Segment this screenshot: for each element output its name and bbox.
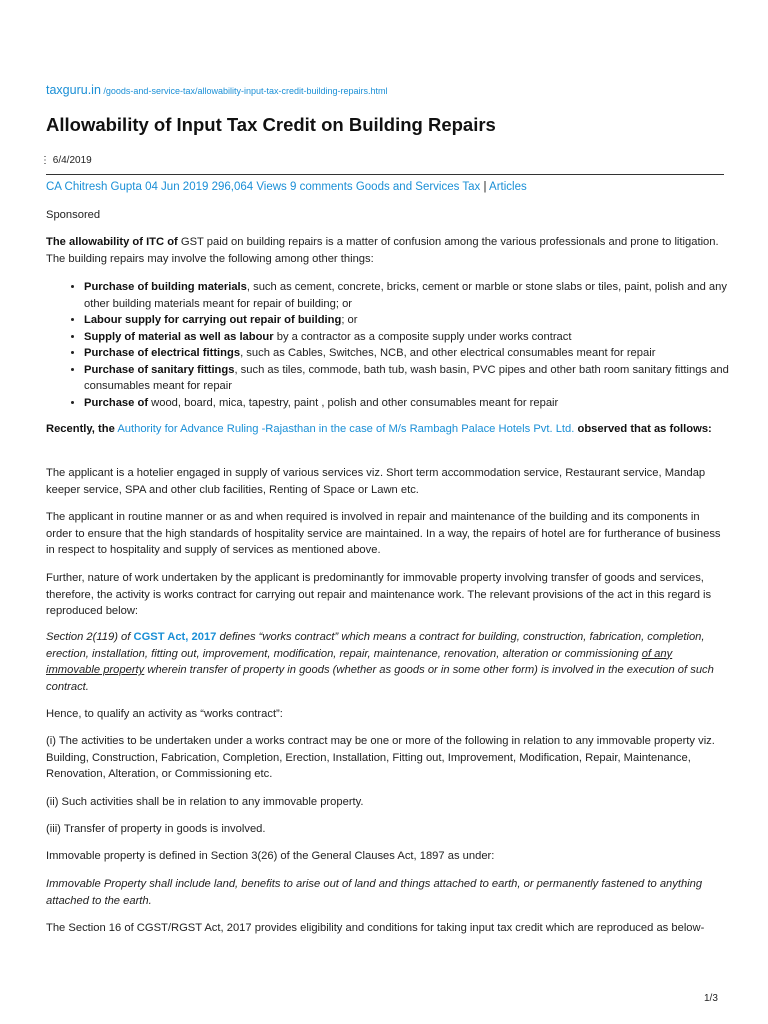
list-item: [84, 329, 742, 346]
condition-point-2: (ii) Such activities shall be in relation to any immovable property.: [46, 796, 364, 808]
immovable-definition-intro: Immovable property is defined in Section 3(26) of the General Clauses Act, 1897 as under:: [46, 850, 495, 862]
source-path-link[interactable]: /goods-and-service-tax/allowability-input-tax-credit-building-repairs.html: [100, 86, 388, 96]
section-pre: Section 2(119) of: [46, 631, 134, 643]
section16-paragraph: The Section 16 of CGST/RGST Act, 2017 provides eligibility and conditions for taking input tax credit which are reproduced as below-: [46, 922, 705, 934]
date-value: 6/4/2019: [52, 155, 92, 166]
section-underlined: of any immovable property: [46, 647, 673, 676]
intro-text: GST paid on building repairs is a matter of confusion among the various professionals and prone to litigation. The building repairs may involve the following among other things:: [46, 236, 719, 265]
list-item-text: ; or: [341, 314, 358, 326]
section-post: wherein transfer of property in goods (whether as goods or in some other form) is involved in the execution of such contract.: [46, 664, 714, 693]
cgst-act-link[interactable]: CGST Act, 2017: [133, 631, 217, 643]
author-info-link[interactable]: CA Chitresh Gupta 04 Jun 2019 296,064 Views 9 comments Goods and Services Tax: [46, 181, 481, 193]
page-title: Allowability of Input Tax Credit on Building Repairs: [46, 114, 496, 135]
list-item: [84, 279, 742, 312]
list-item: [84, 362, 742, 395]
list-item: [84, 312, 742, 329]
source-url[interactable]: [46, 83, 388, 97]
ruling-paragraph: [46, 421, 724, 438]
list-item-bold: Supply of material as well as labour: [84, 330, 274, 343]
section-mid: defines “works contract” which means a contract for building, construction, fabrication, completion, erection, installation, fitting out, improvement, modification, repair, maintenance, renovation, alteration or commissioning: [46, 631, 705, 660]
meta-separator: |: [483, 181, 487, 193]
list-item-bold: Purchase of sanitary fittings: [84, 363, 235, 376]
list-item-text: by a contractor as a composite supply under works contract: [273, 330, 572, 343]
hence-paragraph: Hence, to qualify an activity as “works contract”:: [46, 708, 283, 720]
list-item: [84, 345, 742, 362]
condition-point-3: (iii) Transfer of property in goods is involved.: [46, 823, 266, 835]
page-number: 1/3: [704, 993, 718, 1004]
section-definition-quote: [46, 629, 724, 695]
advance-ruling-link[interactable]: Authority for Advance Ruling -Rajasthan in the case of M/s Rambagh Palace Hotels Pvt. Ltd.: [117, 423, 575, 435]
article-meta: [46, 181, 527, 193]
category-link[interactable]: Articles: [489, 181, 527, 193]
print-date: [40, 155, 92, 166]
list-item-bold: Purchase of: [84, 396, 149, 409]
intro-bold: The allowability of ITC of: [46, 236, 178, 248]
observed-bold: observed that as follows:: [577, 423, 712, 435]
header-divider: [46, 174, 724, 175]
list-item: [84, 395, 742, 412]
applicant-paragraph-2: The applicant in routine manner or as and when required is involved in repair and maintenance of the building and its components in order to ensure that the high standards of hospitality service are maintained. In a way, the repairs of hotel are for furtherance of business in respect to hospitality and supply of services as mentioned above.: [46, 511, 721, 556]
condition-point-1: (i) The activities to be undertaken under a works contract may be one or more of the following in relation to any immovable property viz. Building, Construction, Fabrication, Completion, Erection, Installation, Fitting out, Improvement, Modification, Repair, Maintenance, Renovation, Alteration, or Commissioning etc.: [46, 735, 715, 780]
list-item-text: wood, board, mica, tapestry, paint , polish and other consumables meant for repair: [148, 396, 559, 409]
list-item-text: , such as cement, concrete, bricks, cement or marble or stone slabs or tiles, paint, polish and any other building materials meant for repair of building; or: [84, 281, 727, 310]
intro-paragraph: [46, 234, 724, 267]
date-marker: ⋮: [40, 155, 50, 166]
list-item-bold: Purchase of electrical fittings: [84, 347, 241, 359]
source-domain-link[interactable]: taxguru.in: [46, 83, 101, 97]
recently-bold: Recently, the: [46, 423, 115, 435]
list-item-bold: Labour supply for carrying out repair of building: [84, 314, 342, 326]
applicant-paragraph-1: The applicant is a hotelier engaged in supply of various services viz. Short term accommodation service, Restaurant service, Mandap keeper service, SPA and other club facilities, Renting of Space or Lawn etc.: [46, 467, 706, 496]
list-item-bold: Purchase of building materials: [84, 281, 247, 293]
list-item-text: , such as tiles, commode, bath tub, wash basin, PVC pipes and other bath room sanitary fittings and consumables meant for repair: [84, 363, 729, 392]
immovable-definition-quote: Immovable Property shall include land, benefits to arise out of land and things attached to earth, or permanently fastened to anything attached to the earth.: [46, 878, 703, 907]
sponsored-label: Sponsored: [46, 209, 101, 221]
applicant-paragraph-3: Further, nature of work undertaken by the applicant is predominantly for immovable property involving transfer of goods and services, therefore, the activity is works contract for carrying out repair and maintenance work. The relevant provisions of the act in this regard is reproduced below:: [46, 572, 712, 617]
repair-items-list: [66, 279, 742, 411]
list-item-text: , such as Cables, Switches, NCB, and other electrical consumables meant for repair: [240, 347, 656, 359]
